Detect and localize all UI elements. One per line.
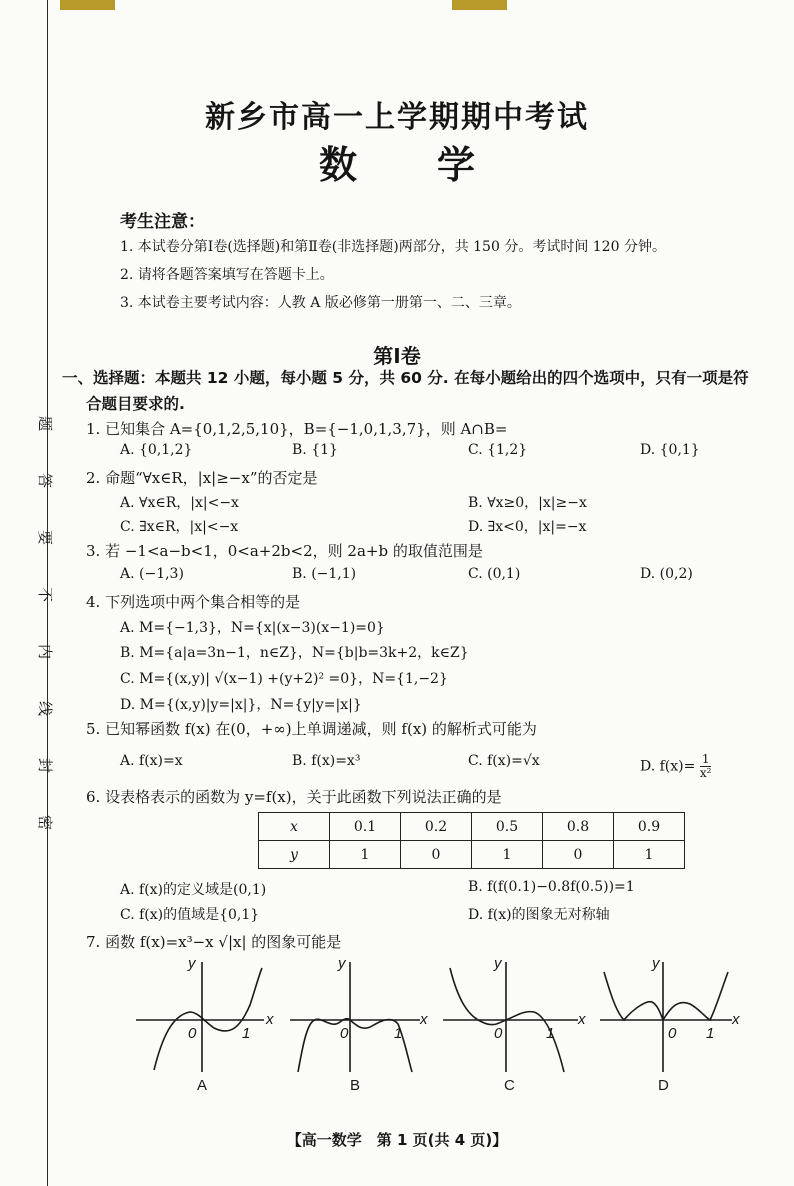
q5-option-d-fraction (700, 753, 712, 780)
notice-item: 2. 请将各题答案填写在答题卡上。 (120, 267, 334, 283)
graph-a-label: A (197, 1077, 208, 1094)
q5-option-d-prefix: D. f(x)= (640, 758, 696, 775)
question-3-stem: 3. 若 −1<a−b<1，0<a+2b<2，则 2a+b 的取值范围是 (86, 542, 483, 560)
fraction-denominator: x² (699, 766, 712, 780)
graph-a-y-label: y (188, 955, 196, 972)
question-5-stem: 5. 已知幂函数 f(x) 在(0，+∞)上单调递减，则 f(x) 的解析式可能为 (86, 720, 537, 738)
table-cell: 0.5 (472, 813, 543, 841)
side-char: 不 (36, 586, 55, 603)
table-cell: 1 (472, 841, 543, 869)
q6-option-d: D. f(x)的图象无对称轴 (468, 907, 610, 923)
question-1-stem: 1. 已知集合 A={0,1,2,5,10}，B={−1,0,1,3,7}，则 A∩B= (86, 420, 508, 438)
side-char: 答 (36, 472, 55, 489)
graph-c-y-label: y (494, 955, 502, 972)
table-cell: 0 (543, 841, 614, 869)
side-char: 密 (36, 814, 55, 831)
graph-c-label: C (504, 1077, 515, 1094)
graph-a-curve (154, 968, 262, 1070)
function-table (258, 812, 685, 869)
question-2-stem: 2. 命题“∀x∈R，|x|≥−x”的否定是 (86, 469, 318, 487)
table-cell: 0.2 (401, 813, 472, 841)
table-row (259, 813, 685, 841)
section-instructions: 一、选择题：本题共 12 小题，每小题 5 分，共 60 分. 在每小题给出的四个选项中，只有一项是符 (62, 369, 749, 387)
q1-option-a: A. {0,1,2} (120, 442, 193, 458)
graph-d-x-label: x (732, 1011, 740, 1028)
q4-option-a: A. M={−1,3}，N={x|(x−3)(x−1)=0} (120, 620, 385, 636)
q6-option-a: A. f(x)的定义域是(0,1) (120, 882, 267, 898)
question-6-stem: 6. 设表格表示的函数为 y=f(x)，关于此函数下列说法正确的是 (86, 788, 502, 806)
q3-option-c: C. (0,1) (468, 566, 521, 582)
q5-option-c: C. f(x)=√x (468, 753, 540, 769)
graph-c-x-label: x (578, 1011, 586, 1028)
q4-option-b: B. M={a|a=3n−1，n∈Z}，N={b|b=3k+2，k∈Z} (120, 645, 469, 661)
table-cell: 1 (614, 841, 685, 869)
q1-option-d: D. {0,1} (640, 442, 700, 458)
table-cell: 0.8 (543, 813, 614, 841)
table-cell: 0.9 (614, 813, 685, 841)
notice-title: 考生注意： (120, 212, 205, 232)
table-header-x: x (259, 813, 330, 841)
graph-d-origin: 0 (668, 1025, 677, 1042)
graph-a-tick: 1 (242, 1025, 251, 1042)
q6-option-c: C. f(x)的值域是{0,1} (120, 907, 260, 923)
side-char: 要 (36, 529, 55, 546)
fraction-numerator: 1 (701, 752, 710, 766)
q2-option-d: D. ∃x<0，|x|=−x (468, 519, 587, 535)
q3-option-d: D. (0,2) (640, 566, 693, 582)
q2-option-b: B. ∀x≥0，|x|≥−x (468, 495, 587, 511)
q5-option-a: A. f(x)=x (120, 753, 183, 769)
notice-item: 3. 本试卷主要考试内容：人教 A 版必修第一册第一、二、三章。 (120, 295, 521, 311)
page-footer: 【高一数学 第 1 页(共 4 页)】 (286, 1131, 508, 1149)
graph-b-x-label: x (420, 1011, 428, 1028)
graph-d-tick: 1 (706, 1025, 715, 1042)
q6-option-b: B. f(f(0.1)−0.8f(0.5))=1 (468, 879, 635, 895)
graph-b-label: B (350, 1077, 361, 1094)
top-left-mark (60, 0, 115, 10)
side-char: 封 (36, 757, 55, 774)
part-title: 第Ⅰ卷 (373, 344, 421, 368)
top-right-mark (452, 0, 507, 10)
table-header-y: y (259, 841, 330, 869)
graph-a-origin: 0 (188, 1025, 197, 1042)
side-char: 题 (36, 415, 55, 432)
graph-b-tick: 1 (394, 1025, 403, 1042)
notice-item: 1. 本试卷分第Ⅰ卷(选择题)和第Ⅱ卷(非选择题)两部分，共 150 分。考试时间 120 分钟。 (120, 239, 666, 255)
table-cell: 0.1 (330, 813, 401, 841)
graph-d-label: D (658, 1077, 669, 1094)
graph-b-y-label: y (338, 955, 346, 972)
table-row (259, 841, 685, 869)
graph-a-x-label: x (266, 1011, 274, 1028)
q5-option-b: B. f(x)=x³ (292, 753, 361, 769)
q7-graphs (0, 950, 794, 1100)
graph-b-origin: 0 (340, 1025, 349, 1042)
q1-option-b: B. {1} (292, 442, 338, 458)
exam-subject: 数学 (318, 143, 555, 187)
q3-option-b: B. (−1,1) (292, 566, 357, 582)
side-strip (10, 395, 55, 851)
q1-option-c: C. {1,2} (468, 442, 528, 458)
q2-option-a: A. ∀x∈R，|x|<−x (120, 495, 239, 511)
table-cell: 1 (330, 841, 401, 869)
question-7-stem: 7. 函数 f(x)=x³−x √|x| 的图象可能是 (86, 933, 342, 951)
section-instructions-cont: 合题目要求的. (86, 395, 185, 413)
question-4-stem: 4. 下列选项中两个集合相等的是 (86, 593, 301, 611)
graph-c-origin: 0 (494, 1025, 503, 1042)
side-char: 线 (36, 700, 55, 717)
q3-option-a: A. (−1,3) (120, 566, 184, 582)
q4-option-d: D. M={(x,y)|y=|x|}，N={y|y=|x|} (120, 697, 362, 713)
graph-d-y-label: y (652, 955, 660, 972)
graph-c-tick: 1 (546, 1025, 555, 1042)
q5-option-d (640, 753, 711, 780)
q2-option-c: C. ∃x∈R，|x|<−x (120, 519, 239, 535)
q4-option-c: C. M={(x,y)| √(x−1) +(y+2)² =0}，N={1,−2} (120, 671, 448, 687)
graph-d-curve (604, 972, 728, 1020)
exam-title: 新乡市高一上学期期中考试 (205, 100, 589, 135)
side-char: 内 (36, 643, 55, 660)
table-cell: 0 (401, 841, 472, 869)
